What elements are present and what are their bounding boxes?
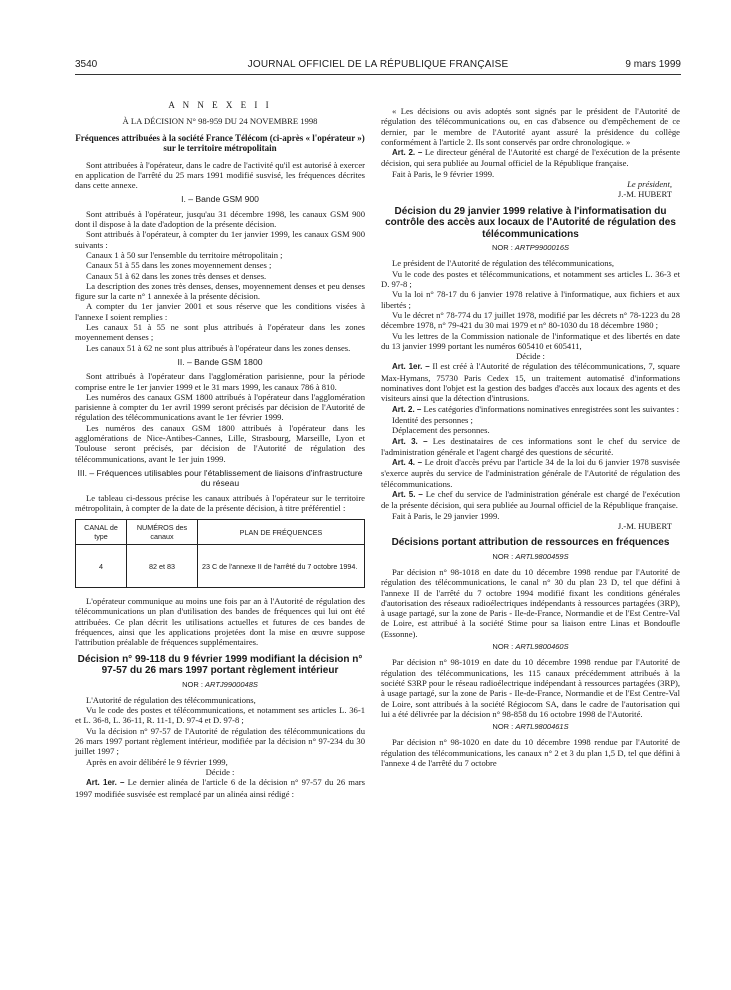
paragraph: Les numéros des canaux GSM 1800 attribués à l'opérateur dans les agglomérations de Nice-Antibes-Cannes, Lille, Strasbourg, Marseille, Lyon et Toulouse seront précisés, par décision de l'Autorité de régulation des télécommunications, avant le 1er juin 1999. — [75, 422, 365, 464]
signature-place-date: Fait à Paris, le 29 janvier 1999. — [392, 510, 500, 521]
nor-reference: NOR : ARTL9800460S — [492, 642, 569, 652]
paragraph: Sont attribués à l'opérateur dans l'agglomération parisienne, pour la période comprise entre le 1er janvier 1999 et le 31 mars 1999, les canaux 786 à 810. — [75, 371, 365, 392]
table-cell: 82 et 83 — [127, 545, 198, 588]
paragraph: Par décision n° 98-1018 en date du 10 décembre 1998 rendue par l'Autorité de régulation des télécommunications, le canal n° 30 du plan 23 D, tel que défini à l'annexe II de l'arrêté du 7 octobre 1994 modifié fixant les conditions générales d'autorisation des réseaux radioélectriques indépendants à ressources partagées (3RP), à usage partagé, sur la zone de Paris - Ile-de-France, Normandie et de l'Est Centre-Val de Loire, est attribué à la société Stime pour sa liaison entre Linas et Bondoufle (Essonne). — [381, 566, 680, 639]
section-gsm1800-title: II. – Bande GSM 1800 — [177, 356, 263, 367]
list-item: Canaux 1 à 50 sur l'ensemble du territoire métropolitain ; — [86, 249, 283, 260]
frequencies-title: Fréquences attribuées à la société France Télécom (ci-après « l'opérateur ») sur le territoire métropolitain — [75, 132, 365, 154]
paragraph: Sont attribués à l'opérateur, à compter du 1er janvier 1999, les canaux GSM 900 suivants : — [75, 229, 365, 250]
list-item: Identité des personnes ; — [392, 414, 473, 425]
left-column — [75, 100, 365, 799]
table-cell: 23 C de l'annexe II de l'arrêté du 7 octobre 1994. — [198, 545, 365, 588]
paragraph: Vu le code des postes et télécommunications, et notamment ses articles L. 36-1 et L. 36-8, L. 36-11, R. 11-1, D. 97-4 et D. 97-8 ; — [75, 705, 365, 726]
article: Art. 2. – Le directeur général de l'Autorité est chargé de l'exécution de la présente décision, qui sera publiée au Journal officiel de la République française. — [381, 147, 681, 169]
article: Art. 4. – Le droit d'accès prévu par l'article 34 de la loi du 6 janvier 1978 susvisée s'exerce auprès du service de l'administration générale de l'Autorité de régulation des télécommunications. — [381, 457, 680, 489]
paragraph: Les numéros des canaux GSM 1800 attribués à l'opérateur dans l'agglomération parisienne à compter du 1er avril 1999 seront précisés par décision de l'Autorité de régulation des télécommunications avant le 1er février 1999. — [75, 391, 365, 423]
paragraph: Vu la loi n° 78-17 du 6 janvier 1978 relative à l'informatique, aux fichiers et aux libertés ; — [381, 289, 680, 310]
list-item: Canaux 51 à 55 dans les zones moyennement denses ; — [86, 260, 272, 271]
nor-reference: NOR : ARTJ9900048S — [182, 679, 258, 689]
paragraph: Le tableau ci-dessous précise les canaux attribués à l'opérateur sur le territoire métropolitain, à compter de la date de la présente décision, à titre préférentiel : — [75, 492, 365, 513]
paragraph: « Les décisions ou avis adoptés sont signés par le président de l'Autorité de régulation des télécommunications ou, en cas d'absence ou d'empêchement de ce dernier, par le membre de l'Autorité ayant assuré la présidence du collège conformément à l'article 2. Ils sont conservés par ordre chronologique. » — [381, 106, 680, 147]
table-header: NUMÉROS des canaux — [127, 520, 198, 545]
signature-title: Le président, — [627, 179, 672, 190]
section-infrastructure-title: III. – Fréquences utilisables pour l'établissement de liaisons d'infrastructure du réseau — [77, 467, 363, 489]
signature-place-date: Fait à Paris, le 9 février 1999. — [392, 168, 495, 179]
paragraph: A compter du 1er janvier 2001 et sous réserve que les conditions visées à l'annexe I soient remplies : — [75, 301, 365, 322]
table-header: PLAN DE FRÉQUENCES — [198, 520, 365, 545]
header-rule — [75, 74, 681, 75]
article: Art. 1er. – Le dernier alinéa de l'article 6 de la décision n° 97-57 du 26 mars 1997 modifiée susvisée est remplacé par un alinéa ainsi rédigé : — [75, 777, 365, 799]
decide-label: Décide : — [205, 766, 235, 777]
paragraph: L'Autorité de régulation des télécommunications, — [86, 694, 256, 705]
decision-ref: À LA DÉCISION N° 98-959 DU 24 NOVEMBRE 1998 — [122, 116, 318, 127]
decision-title: Décisions portant attribution de ressources en fréquences — [391, 537, 670, 549]
nor-reference: NOR : ARTP9900016S — [491, 243, 569, 253]
right-column — [381, 106, 680, 768]
table-cell: 4 — [76, 545, 127, 588]
paragraph: Le président de l'Autorité de régulation des télécommunications, — [392, 258, 615, 269]
list-item: Canaux 51 à 62 dans les zones très denses et denses. — [86, 270, 267, 281]
paragraph: Vu le code des postes et télécommunications, et notamment ses articles L. 36-3 et D. 97-8 ; — [381, 268, 680, 290]
paragraph: Par décision n° 98-1019 en date du 10 décembre 1998 rendue par l'Autorité de régulation des télécommunications, les 115 canaux précédemment attribués à la société S3RP pour le réseau radioélectrique indépendant à ressources partagées (3RP), à usage partagé, sur la zone de Paris - Ile-de-France, Normandie et de l'Est Centre-Val de Loire, sont attribués à la société Régiocom SA, dans le cadre de l'autorisation qui lui a été délivrée par la décision n° 98-858 du 16 octobre 1998 de l'Autorité. — [381, 657, 680, 719]
table-header: CANAL de type — [76, 520, 127, 545]
paragraph: Par décision n° 98-1020 en date du 10 décembre 1998 rendue par l'Autorité de régulation des télécommunications, les canaux n° 2 et 3 du plan 1,5 D, tel que défini à l'annexe 4 de l'arrêté du 7 octobre — [381, 737, 680, 769]
article: Art. 1er. – Il est créé à l'Autorité de régulation des télécommunications, 7, square Max-Hymans, 75730 Paris Cedex 15, un traitement automatisé d'informations nominatives dont l'objet est la gestion des badges d'accès aux locaux des agents et des visiteurs ainsi que la détection d'intrusions. — [381, 361, 680, 404]
article: Art. 5. – Le chef du service de l'administration générale est chargé de l'exécution de la présente décision, qui sera publiée au Journal officiel de la République française. — [381, 489, 680, 511]
list-item: Déplacement des personnes. — [392, 425, 490, 436]
decide-label: Décide : — [516, 351, 545, 362]
signature-name: J.-M. HUBERT — [617, 520, 672, 531]
section-gsm900-title: I. – Bande GSM 900 — [181, 194, 259, 205]
paragraph: Vu les lettres de la Commission nationale de l'informatique et des libertés en date du 13 janvier 1999 portant les numéros 605410 et 605411, — [381, 330, 680, 351]
paragraph: Après en avoir délibéré le 9 février 1999, — [86, 756, 228, 767]
nor-reference: NOR : ARTL9800461S — [492, 722, 569, 732]
table-row — [76, 545, 365, 588]
paragraph: Sont attribués à l'opérateur, jusqu'au 31 décembre 1998, les canaux GSM 900 dont il dispose à la date d'adoption de la présente décision. — [75, 208, 365, 230]
paragraph: La description des zones très denses, denses, moyennement denses et peu denses figure sur la carte n° 1 annexée à la présente décision. — [75, 280, 365, 302]
paragraph: Les canaux 51 à 55 ne sont plus attribués à l'opérateur dans les zones moyennement denses ; — [75, 322, 365, 343]
decision-title: Décision n° 99-118 du 9 février 1999 modifiant la décision n° 97-57 du 26 mars 1997 portant règlement intérieur — [77, 653, 363, 677]
article: Art. 3. – Les destinataires de ces informations sont le chef du service de l'administration générale et l'agent chargé des questions de sécurité. — [381, 435, 680, 457]
signature-name: J.-M. HUBERT — [617, 189, 672, 200]
paragraph: Les canaux 51 à 62 ne sont plus attribués à l'opérateur dans les zones denses. — [86, 342, 351, 353]
intro-paragraph: Sont attribuées à l'opérateur, dans le cadre de l'activité qu'il est autorisé à exercer en application de l'arrêté du 25 mars 1991 modifié susvisé, les fréquences décrites dans cette annexe. — [75, 159, 365, 191]
article: Art. 2. – Les catégories d'informations nominatives enregistrées sont les suivantes : — [392, 403, 679, 414]
page-header — [75, 59, 681, 73]
paragraph: L'opérateur communique au moins une fois par an à l'Autorité de régulation des télécommunications un plan d'utilisation des bandes de fréquences qui lui ont été attribuées. Ce plan décrit les utilisations actuelles et futures de ces bandes de fréquences, ainsi que les applications projetées dont la mise en œuvre suppose l'attribution préalable de fréquences supplémentaires. — [75, 596, 365, 648]
journal-title: JOURNAL OFFICIEL DE LA RÉPUBLIQUE FRANÇAISE — [247, 59, 509, 70]
page-number: 3540 — [75, 59, 98, 70]
frequency-table — [75, 519, 365, 588]
decision-title: Décision du 29 janvier 1999 relative à l'informatisation du contrôle des accès aux locaux de l'Autorité de régulation des télécommunications — [385, 205, 676, 240]
issue-date: 9 mars 1999 — [625, 59, 681, 70]
annexe-title: A N N E X E I I — [168, 100, 272, 110]
paragraph: Vu le décret n° 78-774 du 17 juillet 1978, modifié par les décrets n° 78-1223 du 28 décembre 1978, n° 79-421 du 30 mai 1979 et n° 80-1030 du 18 décembre 1980 ; — [381, 309, 680, 331]
nor-reference: NOR : ARTL9800459S — [492, 551, 569, 561]
paragraph: Vu la décision n° 97-57 de l'Autorité de régulation des télécommunications du 26 mars 1997 portant règlement intérieur, modifiée par la décision n° 97-234 du 30 juillet 1997 ; — [75, 725, 365, 757]
